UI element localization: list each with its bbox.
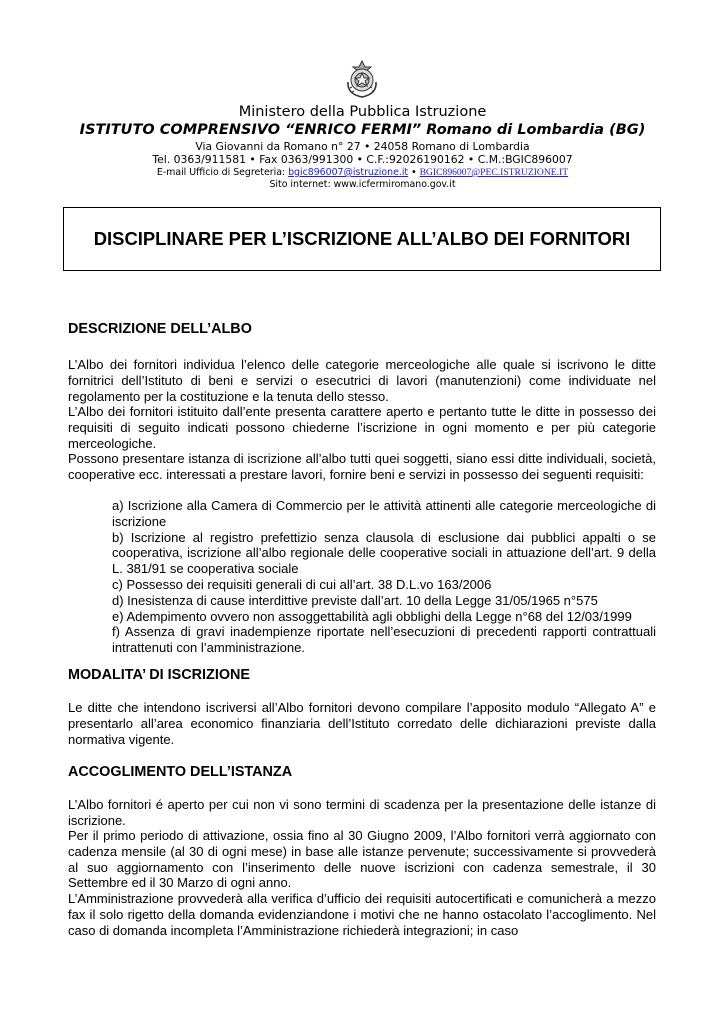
accoglimento-paragraph-1: L’Albo fornitori é aperto per cui non vi sono termini di scadenza per la presentazione delle istanze di iscrizione. <box>68 797 656 828</box>
list-item: a) Iscrizione alla Camera di Commercio per le attività attinenti alle categorie merceologiche di iscrizione <box>112 498 656 529</box>
list-item: b) Iscrizione al registro prefettizio senza clausola di esclusione dai pubblici appalti o se cooperativa, iscrizione all’albo regionale delle cooperative sociali in attuazione dell’art. 9 della L. 381/91 se cooperativa sociale <box>112 529 656 577</box>
email-link[interactable]: bgic896007@istruzione.it <box>288 167 409 178</box>
email-separator: • <box>408 167 420 178</box>
pec-email-link[interactable]: BGIC896007@PEC.ISTRUZIONE.IT <box>419 167 569 178</box>
email-line <box>0 167 725 178</box>
section-heading-accoglimento: ACCOGLIMENTO DELL’ISTANZA <box>68 764 293 780</box>
requirements-list <box>112 498 656 656</box>
institute-address: Via Giovanni da Romano n° 27 • 24058 Romano di Lombardia <box>195 140 530 153</box>
accoglimento-paragraph-3: L’Amministrazione provvederà alla verifica d’ufficio dei requisiti autocertificati e comunicherà a mezzo fax il solo rigetto della domanda evidenziandone i motivi che ne hanno ostacolato l’accoglimento. Nel caso di domanda incompleta l’Amministrazione richiederà integrazioni; in caso <box>68 891 656 938</box>
ministry-name: Ministero della Pubblica Istruzione <box>238 104 487 120</box>
section-heading-descrizione: DESCRIZIONE DELL’ALBO <box>68 321 252 337</box>
accoglimento-paragraph-2: Per il primo periodo di attivazione, ossia fino al 30 Giugno 2009, l’Albo fornitori verrà aggiornato con cadenza mensile (al 30 di ogni mese) in base alle istanze pervenute; successivamente si provvederà al suo aggiornamento con l’inserimento delle nuove iscrizioni con cadenza semestrale, il 30 Settembre ed il 30 Marzo di ogni anno. <box>68 828 656 891</box>
modalita-paragraph-1: Le ditte che intendono iscriversi all’Albo fornitori devono compilare l’apposito modulo “Allegato A” e presentarlo all’area economico finanziaria dell’Istituto corredato delle dichiarazioni previste dalla normativa vigente. <box>68 700 656 747</box>
list-item: d) Inesistenza di cause interdittive previste dall’art. 10 della Legge 31/05/1965 n°575 <box>112 592 598 608</box>
list-item: e) Adempimento ovvero non assoggettabilità agli obblighi della Legge n°68 del 12/03/1999 <box>112 608 632 624</box>
document-title-box <box>63 207 661 271</box>
website-line: Sito internet: www.icfermiromano.gov.it <box>269 179 456 190</box>
institute-name: ISTITUTO COMPRENSIVO “ENRICO FERMI” Romano di Lombardia (BG) <box>79 122 646 138</box>
section-heading-modalita: MODALITA’ DI ISCRIZIONE <box>68 667 251 683</box>
descrizione-paragraph-1: L’Albo dei fornitori individua l’elenco delle categorie merceologiche alle quale si iscrivono le ditte fornitrici dell’Istituto di beni e servizi o esecutrici di lavori (manutenzioni) come individuate nel regolamento per la costituzione e la tenuta dello stesso. <box>68 357 656 404</box>
email-label: E-mail Ufficio di Segreteria: <box>156 167 289 178</box>
descrizione-paragraph-2: L’Albo dei fornitori istituito dall’ente presenta carattere aperto e pertanto tutte le ditte in possesso dei requisiti di seguito indicati possono chiederne l’iscrizione in ogni momento e per più categorie merceologiche. <box>68 404 656 451</box>
italian-republic-emblem-icon <box>343 58 381 100</box>
list-item: f) Assenza di gravi inadempienze riportate nell’esecuzioni di precedenti rapporti contrattuali intrattenuti con l’amministrazione. <box>112 624 656 656</box>
descrizione-paragraph-3: Possono presentare istanza di iscrizione all’albo tutti quei soggetti, siano essi ditte individuali, società, cooperative ecc. interessati a prestare lavori, fornire beni e servizi in possesso dei seguenti requisiti: <box>68 451 656 482</box>
institute-contacts: Tel. 0363/911581 • Fax 0363/991300 • C.F.:92026190162 • C.M.:BGIC896007 <box>152 153 573 166</box>
list-item: c) Possesso dei requisiti generali di cui all’art. 38 D.L.vo 163/2006 <box>112 576 492 592</box>
document-title: DISCIPLINARE PER L’ISCRIZIONE ALL’ALBO DEI FORNITORI <box>93 228 631 249</box>
